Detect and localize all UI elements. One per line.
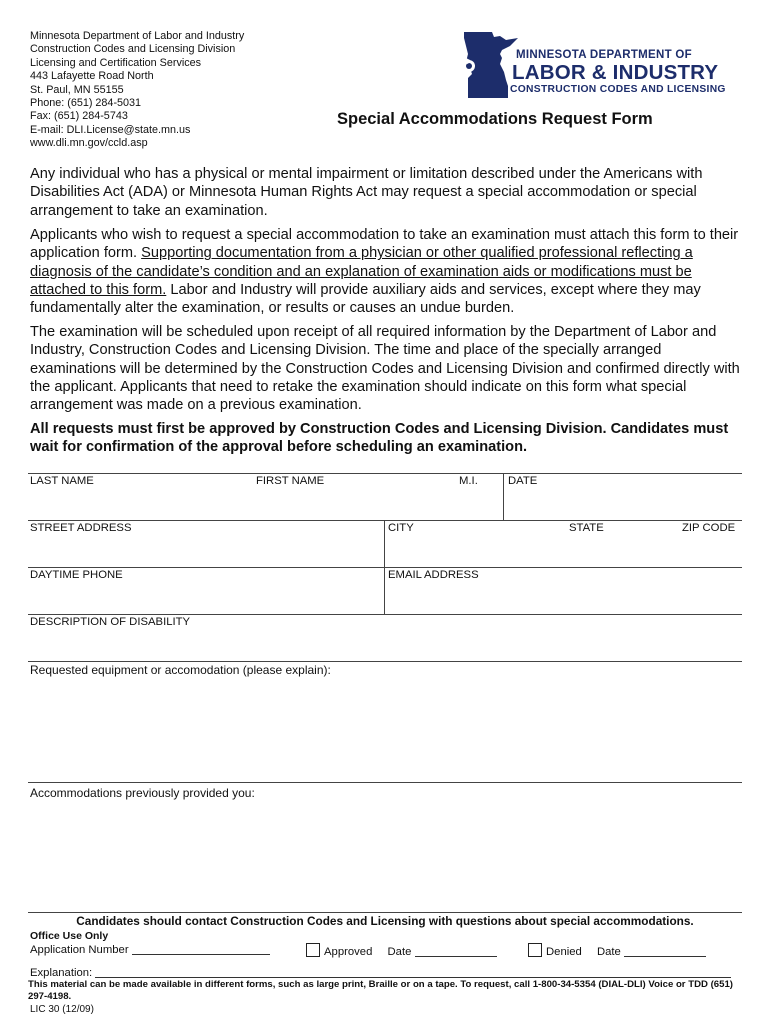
agency-address <box>30 30 244 151</box>
agency-line: Minnesota Department of Labor and Industry <box>30 30 245 42</box>
city-label: CITY <box>388 522 414 534</box>
application-number-field[interactable] <box>132 943 270 955</box>
date-divider <box>503 473 504 520</box>
zip-code-label: ZIP CODE <box>682 522 736 534</box>
approved-label: Approved <box>324 946 373 958</box>
approved-date-field[interactable] <box>415 945 497 957</box>
logo-line-2: LABOR & INDUSTRY <box>512 61 719 84</box>
approved-checkbox[interactable] <box>306 943 320 957</box>
form-top-border <box>28 473 742 474</box>
date-label: DATE <box>508 475 538 487</box>
last-name-label: LAST NAME <box>30 475 94 487</box>
agency-line: 443 Lafayette Road North <box>30 70 154 83</box>
agency-line: St. Paul, MN 55155 <box>30 83 124 96</box>
previous-accommodations-field[interactable] <box>28 803 742 909</box>
middle-initial-field[interactable] <box>459 490 501 518</box>
paragraph-applicants <box>30 226 742 317</box>
contact-note: Candidates should contact Construction Codes and Licensing with questions about special accommodations. <box>76 914 694 928</box>
agency-line: Phone: (651) 284-5031 <box>30 97 142 110</box>
form-id: LIC 30 (12/09) <box>30 1004 94 1015</box>
logo-line-1: MINNESOTA DEPARTMENT OF <box>516 49 692 61</box>
form-title: Special Accommodations Request Form <box>337 110 653 128</box>
paragraph-ada: Any individual who has a physical or mental impairment or limitation described under the Americans with Disabilities Act (ADA) or Minnesota Human Rights Act may request a special accommodation or special arrangement to take an examination. <box>30 166 703 219</box>
row-divider <box>28 614 742 615</box>
denied-label: Denied <box>546 946 582 958</box>
explanation-label: Explanation: <box>30 967 93 979</box>
denied-date-field[interactable] <box>624 945 706 957</box>
agency-email: E-mail: DLI.License@state.mn.us <box>30 123 191 136</box>
state-field[interactable] <box>566 537 666 565</box>
logo-line-3: CONSTRUCTION CODES AND LICENSING <box>510 84 726 95</box>
first-name-label: FIRST NAME <box>256 475 325 487</box>
street-address-field[interactable] <box>28 537 382 565</box>
explanation-field[interactable] <box>95 966 731 978</box>
state-label: STATE <box>569 522 604 534</box>
disability-description-field[interactable] <box>28 631 742 659</box>
street-address-label: STREET ADDRESS <box>30 522 132 534</box>
requested-equipment-field[interactable] <box>28 680 742 780</box>
paragraph-applicants-start: Applicants who wish to request a special accommodation to take an examination must attach this form to their application form. <box>30 227 739 262</box>
row-divider <box>28 567 742 568</box>
email-address-field[interactable] <box>387 584 742 612</box>
approval-notice: All requests must first be approved by Construction Codes and Licensing Division. Candidates must wait for confirmation of the approval before scheduling an examination. <box>30 421 729 456</box>
last-name-field[interactable] <box>28 490 254 518</box>
agency-website: www.dli.mn.gov/ccld.asp <box>30 137 148 150</box>
requested-equipment-label: Requested equipment or accomodation (please explain): <box>30 663 331 677</box>
row-divider <box>28 520 742 521</box>
approved-date-label: Date <box>387 946 412 958</box>
application-number-row <box>30 943 270 956</box>
row-divider <box>28 661 742 662</box>
agency-line: Construction Codes and Licensing Division <box>30 43 236 56</box>
paragraph-scheduling: The examination will be scheduled upon receipt of all required information by the Department of Labor and Industry, Construction Codes and Licensing Division. The time and place of the specially arranged examinations will be determined by the Construction Codes and Licensing Division and confirmed directly with the applicant. Applicants that need to retake the examination should indicate on this form what special arrangement was made on a previous examination. <box>30 324 740 414</box>
application-number-label: Application Number <box>30 944 129 956</box>
date-field[interactable] <box>506 490 742 518</box>
approved-row <box>306 943 497 958</box>
denied-date-label: Date <box>596 946 621 958</box>
office-use-heading: Office Use Only <box>30 930 109 942</box>
daytime-phone-field[interactable] <box>28 584 382 612</box>
city-field[interactable] <box>387 537 562 565</box>
documentation-requirement: Supporting documentation from a physician or other qualified professional reflecting a diagnosis of the candidate’s condition and an explanation of examination aids or modifications must be attached to this form. <box>30 245 693 298</box>
row-divider <box>28 912 742 913</box>
email-address-label: EMAIL ADDRESS <box>388 569 479 581</box>
first-name-field[interactable] <box>256 490 456 518</box>
denied-row <box>528 943 706 958</box>
previous-accommodations-label: Accommodations previously provided you: <box>30 786 255 800</box>
dli-logo <box>460 28 745 100</box>
daytime-phone-label: DAYTIME PHONE <box>30 569 123 581</box>
denied-checkbox[interactable] <box>528 943 542 957</box>
explanation-row <box>30 966 731 979</box>
agency-line: Fax: (651) 284-5743 <box>30 110 128 123</box>
paragraph-applicants-end: Labor and Industry will provide auxiliary aids and services, except where they may fundamentally alter the examination, or results or causes an undue burden. <box>30 281 701 317</box>
agency-line: Licensing and Certification Services <box>30 56 202 69</box>
zip-code-field[interactable] <box>670 537 742 565</box>
row-divider <box>28 782 742 783</box>
middle-initial-label: M.I. <box>459 475 478 487</box>
disability-description-label: DESCRIPTION OF DISABILITY <box>30 616 191 628</box>
alternate-format-note: This material can be made available in different forms, such as large print, Braille or on a tape. To request, call 1-800-34-5354 (DIAL-DLI) Voice or TDD (651) 297-4198. <box>28 979 733 1002</box>
